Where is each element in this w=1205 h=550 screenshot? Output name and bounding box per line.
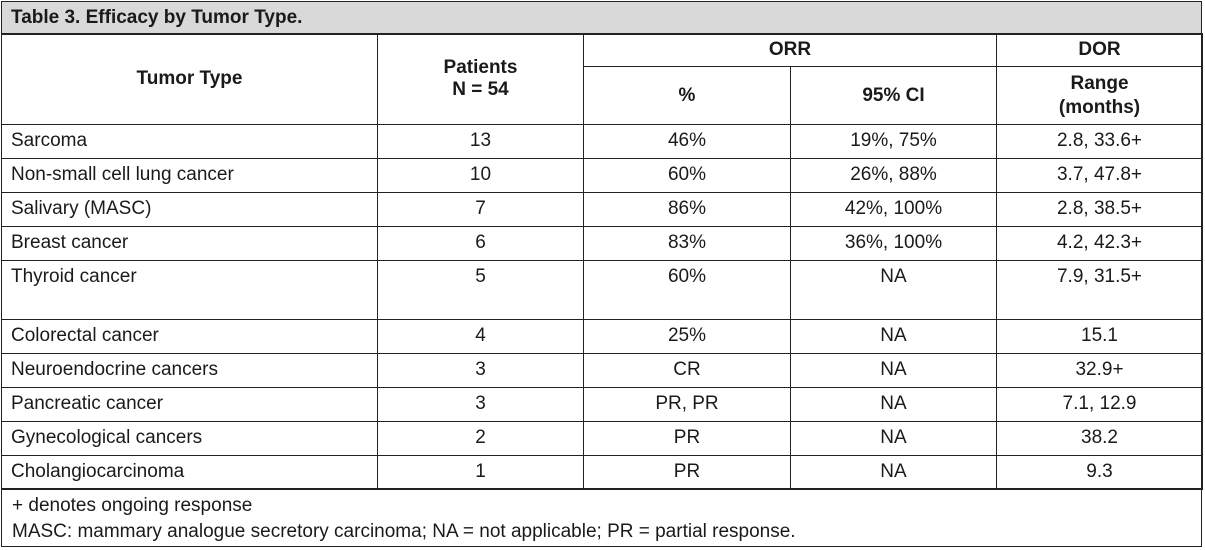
table-footnotes [1,488,1202,547]
table-row [2,159,1203,193]
cell-orr: 60% [584,261,791,320]
table-row [2,456,1203,490]
cell-tumor-type: Breast cancer [2,227,378,261]
table-row [2,193,1203,227]
cell-patients: 3 [378,388,584,422]
cell-tumor-type: Colorectal cancer [2,320,378,354]
cell-patients: 1 [378,456,584,490]
table-row [2,354,1203,388]
table-caption: Table 3. Efficacy by Tumor Type. [1,1,1202,35]
cell-orr: 46% [584,125,791,159]
header-dor-range [997,67,1203,125]
table-row [2,125,1203,159]
cell-orr: PR [584,456,791,490]
cell-dor: 7.1, 12.9 [997,388,1203,422]
cell-orr: 83% [584,227,791,261]
header-patients-line2: N = 54 [452,79,509,100]
cell-orr: PR [584,422,791,456]
table-row [2,227,1203,261]
header-dor-range-line1: Range [1070,72,1129,94]
cell-orr: CR [584,354,791,388]
cell-ci: 19%, 75% [791,125,997,159]
cell-orr: 86% [584,193,791,227]
cell-patients: 2 [378,422,584,456]
cell-ci: NA [791,422,997,456]
header-dor-range-line2: (months) [1058,96,1141,118]
cell-tumor-type: Cholangiocarcinoma [2,456,378,490]
header-patients [378,34,584,125]
cell-ci: NA [791,354,997,388]
cell-tumor-type: Gynecological cancers [2,422,378,456]
cell-tumor-type: Thyroid cancer [2,261,378,320]
cell-dor: 9.3 [997,456,1203,490]
cell-ci: NA [791,456,997,490]
cell-dor: 7.9, 31.5+ [997,261,1203,320]
header-orr: ORR [584,34,997,67]
cell-tumor-type: Neuroendocrine cancers [2,354,378,388]
table-row [2,388,1203,422]
cell-dor: 32.9+ [997,354,1203,388]
cell-ci: NA [791,388,997,422]
cell-patients: 5 [378,261,584,320]
cell-patients: 13 [378,125,584,159]
cell-orr: PR, PR [584,388,791,422]
cell-patients: 4 [378,320,584,354]
cell-patients: 10 [378,159,584,193]
cell-orr: 60% [584,159,791,193]
header-orr-percent: % [584,67,791,125]
cell-tumor-type: Salivary (MASC) [2,193,378,227]
header-patients-line1: Patients [443,57,518,78]
cell-ci: NA [791,320,997,354]
cell-dor: 4.2, 42.3+ [997,227,1203,261]
cell-dor: 3.7, 47.8+ [997,159,1203,193]
cell-ci: 42%, 100% [791,193,997,227]
cell-dor: 2.8, 38.5+ [997,193,1203,227]
cell-tumor-type: Non-small cell lung cancer [2,159,378,193]
footnote-abbreviations: MASC: mammary analogue secretory carcinoma; NA = not applicable; PR = partial response. [12,521,796,542]
cell-patients: 6 [378,227,584,261]
footnote-ongoing-response: + denotes ongoing response [12,495,253,516]
cell-tumor-type: Pancreatic cancer [2,388,378,422]
cell-dor: 38.2 [997,422,1203,456]
table-row [2,422,1203,456]
header-tumor-type: Tumor Type [2,34,378,125]
cell-ci: NA [791,261,997,320]
cell-patients: 3 [378,354,584,388]
efficacy-table [1,33,1203,490]
cell-dor: 15.1 [997,320,1203,354]
cell-ci: 26%, 88% [791,159,997,193]
table-row [2,261,1203,320]
header-dor: DOR [997,34,1203,67]
cell-ci: 36%, 100% [791,227,997,261]
cell-patients: 7 [378,193,584,227]
table-row [2,320,1203,354]
cell-dor: 2.8, 33.6+ [997,125,1203,159]
cell-orr: 25% [584,320,791,354]
header-orr-ci: 95% CI [791,67,997,125]
cell-tumor-type: Sarcoma [2,125,378,159]
